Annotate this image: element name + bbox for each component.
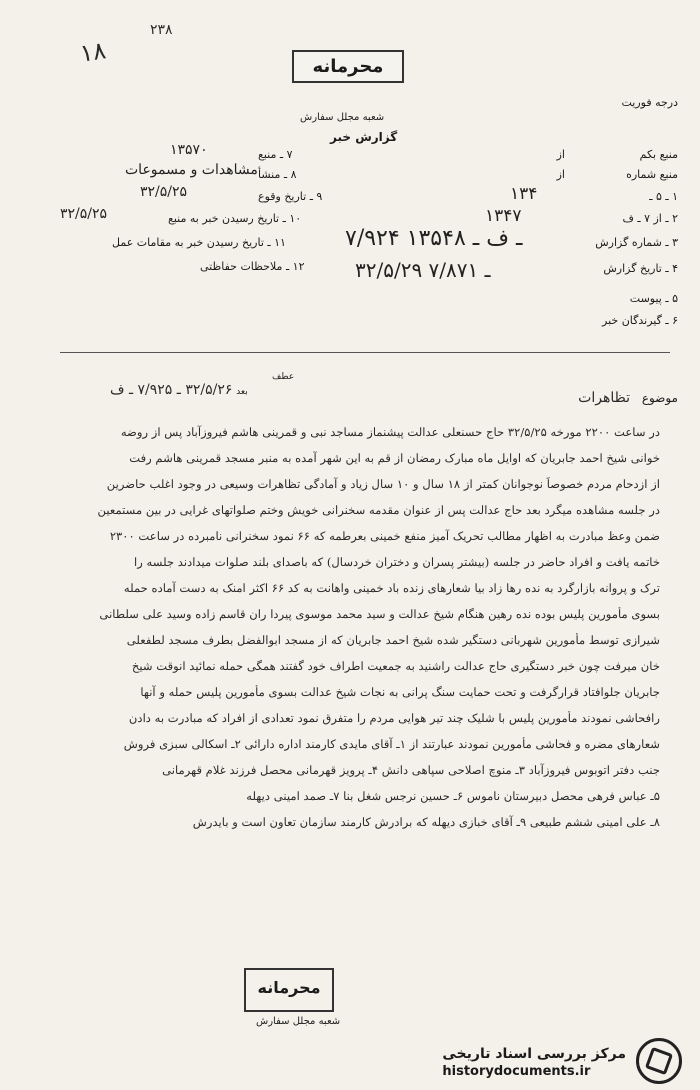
confidential-stamp: محرمانه <box>292 50 404 83</box>
field-value: ۳۲/۵/۲۵ <box>60 206 108 222</box>
body-line: از ازدحام مردم خصوصاً نوجوانان کمتر از ۱۸ سال و ۱۰ سال زیاد و آمادگی تظاهرات وسیعی در وجود اغلب حاضرین <box>106 477 660 491</box>
confidential-stamp-bottom: محرمانه <box>244 968 334 1012</box>
ref-small-label: عطف <box>272 372 295 382</box>
reference-line <box>110 382 252 398</box>
field-value: از <box>556 148 565 161</box>
field-value: ۳۲/۵/۲۹ ـ ۷/۸۷۱ <box>355 258 491 282</box>
field-label: ۸ ـ منشأ <box>258 168 297 181</box>
department-line: شعبه مجلل سفارش <box>300 112 385 123</box>
body-line: خوانی شیخ احمد جابریان که اوایل ماه مبارک رمضان از قم به این شهر آمده به منبر مسجد قمرینی هاشم رفت <box>129 451 660 465</box>
body-line: خاتمه یافت و افراد حاضر در جلسه (بیشتر پسران و دختران خردسال) که باصدای بلند صلوات میدادند جلسه را <box>134 555 660 569</box>
field-label: منبع بکم <box>639 148 678 161</box>
field-label: ۷ ـ منبع <box>258 148 293 161</box>
corner-number: ۱۸ <box>78 36 108 68</box>
bottom-department-line: شعبه مجلل سفارش <box>256 1016 341 1027</box>
subject-value: تظاهرات <box>578 390 630 406</box>
field-label: منبع شماره <box>626 168 678 181</box>
field-label: ۱۰ ـ تاریخ رسیدن خبر به منبع <box>168 212 302 225</box>
field-label: ۹ ـ تاریخ وقوع <box>258 190 323 203</box>
field-label: ۳ ـ شماره گزارش <box>595 236 678 249</box>
body-line: ضمن وعظ مبادرت به اظهار مطالب تحریک آمیز منفع خمینی بعرطمه که ۶۶ نمود سخنرانی نامبرده در ساعت ۲۳۰۰ <box>109 529 660 543</box>
priority-label: درجه فوریت <box>621 96 678 109</box>
field-label: ۴ ـ تاریخ گزارش <box>603 262 678 275</box>
field-label: ۲ ـ از ۷ ـ ف <box>622 212 678 225</box>
field-label: ۶ ـ گیرندگان خبر <box>602 314 678 327</box>
body-line: رافحاشی نمودند مأمورین پلیس با شلیک چند تیر هوایی مردم را متفرق نمود تعدادی از افراد که مبادرت به دادن <box>128 711 660 725</box>
ref-label: بعد <box>236 387 248 397</box>
field-value: ۱۳۴ <box>510 184 538 204</box>
field-label: ۱۱ ـ تاریخ رسیدن خبر به مقامات عمل <box>112 236 286 249</box>
field-value: مشاهدات و مسموعات <box>125 162 258 178</box>
field-value: ۳۲/۵/۲۵ <box>140 184 188 200</box>
body-line: در جلسه مشاهده میگرد بعد حاج عدالت پس از عنوان مقدمه سخنرانی خویش وختم صلواتهای غرایی در بین مستمعین <box>97 503 660 517</box>
body-line: جنب دفتر اتوبوس فیروزآباد ۳ـ منوچ اصلاحی سپاهی دانش ۴ـ پرویز قهرمانی محصل فرزند غلام قهرمانی <box>162 763 660 777</box>
body-line: خان میرفت چون خبر دستگیری حاج عدالت راشنید به جمعیت اطراف خود گفتند همگی حمله نمائید انوقت شیخ <box>131 659 660 673</box>
field-label: ۵ ـ پیوست <box>629 292 678 305</box>
body-line: شیرازی توسط مأمورین شهربانی دستگیر شده شیخ احمد جابریان که از مسجد ابوالفضل بطرف مسجد لطفعلی <box>126 633 660 647</box>
field-value: از <box>556 168 565 181</box>
body-line: بسوی مأمورین پلیس بوده نده رهین هنگام شیخ عدالت و سید محمد موسوی پیردا ران قاسم زاده وسید علی سلطانی <box>99 607 660 621</box>
archive-logo-icon <box>636 1038 682 1084</box>
body-line: ۸ـ علی امینی ششم طبیعی ۹ـ آقای خبازی دیهله که برادرش کارمند سازمان تعاون است و بایدرش <box>192 815 660 829</box>
body-line: جابریان جلوافتاد قرارگرفت و تحت حمایت سنگ پرانی به نجات شیخ عدالت بسوی مأمورین پلیس حمله و آنها <box>140 685 660 699</box>
report-body <box>60 425 660 841</box>
form-title: گزارش خبر <box>330 130 398 144</box>
top-mark: ۲۳۸ <box>150 22 173 38</box>
logo-title: مرکز بررسی اسناد تاریخی <box>442 1045 626 1062</box>
body-line: در ساعت ۲۲۰۰ مورخه ۳۲/۵/۲۵ حاج حسنعلی عدالت پیشنماز مساجد نبی و قمرینی هاشم فیروزآباد پس از روضه <box>120 425 660 439</box>
field-value: ۱۳۴۷ <box>485 206 522 226</box>
field-value: ۱۳۵۷۰ <box>170 142 208 158</box>
field-label: ۱ ـ ۵ ـ <box>649 190 678 203</box>
field-value: ۷/۹۲۴ ـ ف ـ ۱۳۵۴۸ <box>345 226 523 251</box>
ref-value: ۳۲/۵/۲۶ ـ ۷/۹۲۵ ـ ف <box>110 382 233 398</box>
subject-label: موضوع <box>641 391 678 405</box>
body-line: ترک و پروانه بازارگرد به نده رها زاد بیا شعارهای زنده باد خمینی واهانت به کد ۶۶ اکثر امنک به دست آماده حمله <box>123 581 660 595</box>
body-line: ۵ـ عباس فرهی محصل دبیرستان ناموس ۶ـ حسین نرجس شغل بنا ۷ـ صمد امینی دیهله <box>246 789 660 803</box>
subject-line <box>578 390 678 406</box>
body-line: شعارهای مضره و فحاشی مأمورین نمودند عبارتند از ۱ـ آقای مایدی کارمند اداره دارائی ۲ـ اسکالی سبزی فروش <box>123 737 660 751</box>
field-label: ۱۲ ـ ملاحظات حفاظتی <box>200 260 305 273</box>
logo-url: historydocuments.ir <box>442 1063 591 1079</box>
archive-logo <box>442 1038 682 1084</box>
divider <box>60 352 670 353</box>
